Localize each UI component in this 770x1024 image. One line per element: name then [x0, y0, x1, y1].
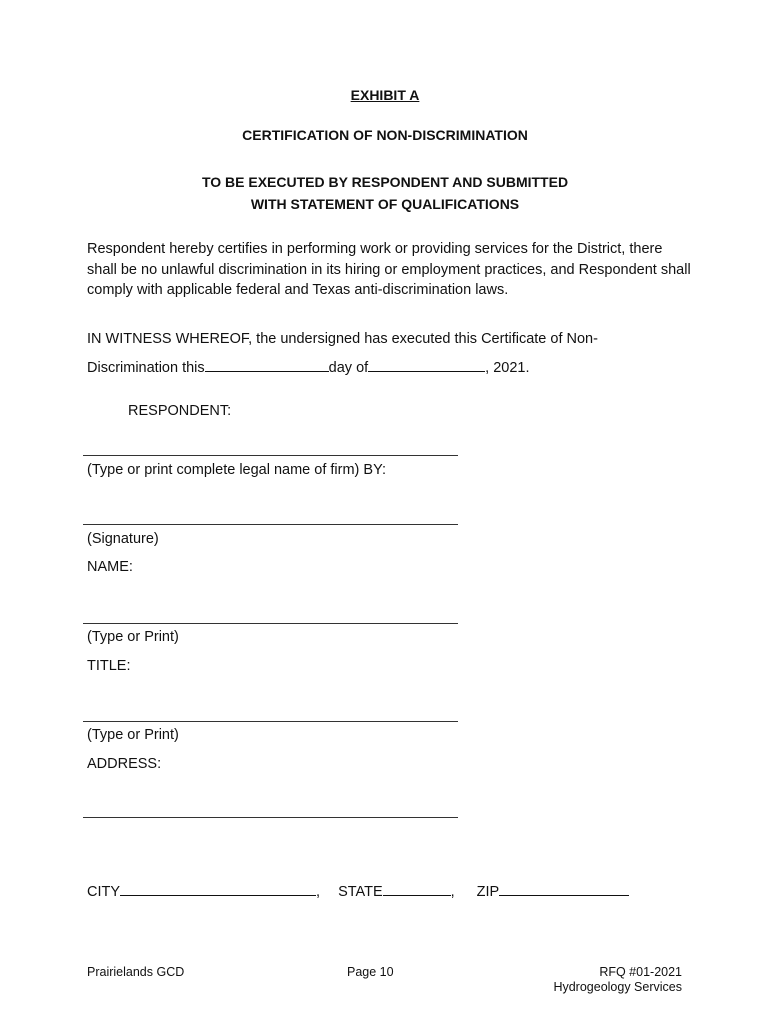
- city-field[interactable]: [120, 880, 316, 896]
- city-comma: ,: [316, 884, 321, 900]
- footer-organization: Prairielands GCD: [87, 965, 185, 979]
- witness-suffix: , 2021.: [485, 360, 530, 376]
- witness-prefix: Discrimination this: [87, 360, 205, 376]
- zip-label: ZIP: [476, 884, 500, 900]
- certificate-title: CERTIFICATION OF NON-DISCRIMINATION: [242, 127, 528, 143]
- state-comma: ,: [450, 884, 455, 900]
- day-blank-field[interactable]: [205, 357, 329, 372]
- month-blank-field[interactable]: [368, 357, 485, 372]
- city-state-zip-row: [87, 880, 629, 900]
- certification-paragraph: Respondent hereby certifies in performing work or providing services for the District, there shall be no unlawful discrimination in its hiring or employment practices, and Respondent shall comply with applicable federal and Texas anti-discrimination laws.: [87, 241, 691, 298]
- footer-page-number: Page 10: [347, 965, 394, 979]
- witness-mid: day of: [328, 360, 369, 376]
- footer-rfq-number: RFQ #01-2021: [599, 965, 682, 979]
- signature-caption: (Signature): [87, 531, 159, 547]
- title-line[interactable]: [83, 721, 458, 722]
- firm-name-caption: (Type or print complete legal name of firm) BY:: [87, 462, 386, 478]
- instruction-line-1: TO BE EXECUTED BY RESPONDENT AND SUBMITTED: [201, 174, 569, 190]
- signature-line[interactable]: [83, 524, 458, 525]
- name-line[interactable]: [83, 623, 458, 624]
- respondent-label: RESPONDENT:: [128, 403, 232, 419]
- exhibit-heading: EXHIBIT A: [350, 87, 420, 103]
- witness-line-2: [87, 357, 530, 376]
- title-caption: (Type or Print): [87, 727, 179, 743]
- title-label: TITLE:: [87, 658, 131, 674]
- state-label: STATE: [338, 884, 383, 900]
- city-label: CITY: [87, 884, 121, 900]
- footer-reference: [553, 965, 682, 995]
- name-label: NAME:: [87, 559, 133, 575]
- name-caption: (Type or Print): [87, 629, 179, 645]
- address-label: ADDRESS:: [87, 756, 162, 772]
- footer-project-name: Hydrogeology Services: [553, 980, 682, 994]
- instruction-line-2: WITH STATEMENT OF QUALIFICATIONS: [250, 196, 520, 212]
- zip-field[interactable]: [499, 880, 629, 896]
- address-line[interactable]: [83, 817, 458, 818]
- witness-line-1: IN WITNESS WHEREOF, the undersigned has executed this Certificate of Non-: [87, 331, 598, 347]
- state-field[interactable]: [383, 880, 451, 896]
- firm-name-line[interactable]: [83, 455, 458, 456]
